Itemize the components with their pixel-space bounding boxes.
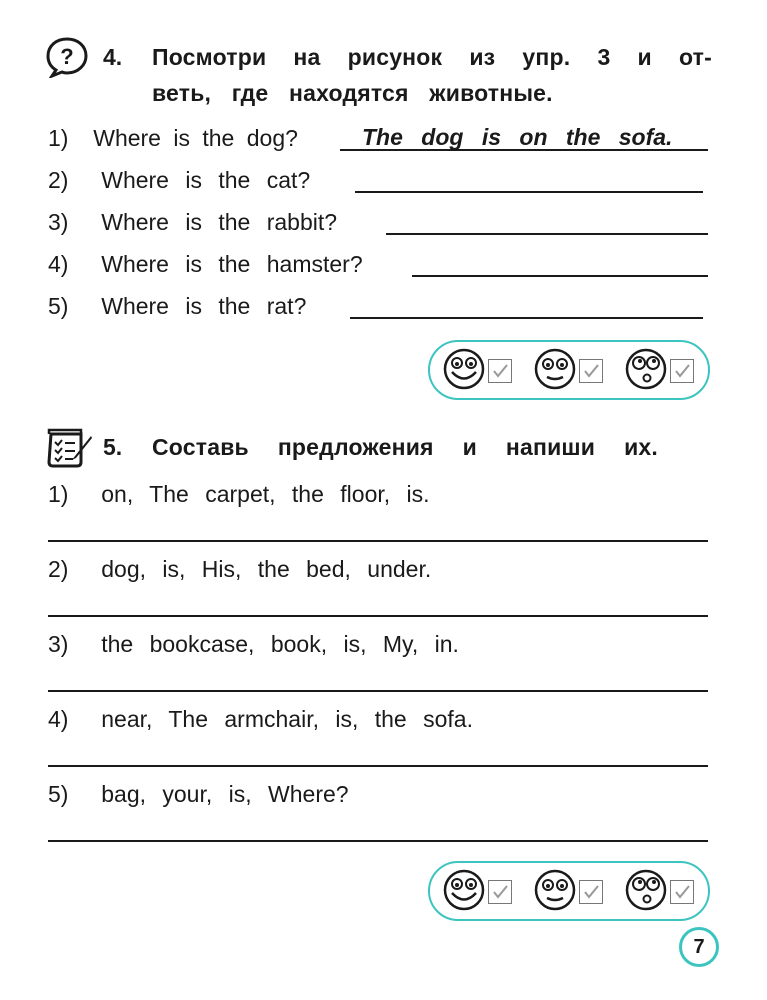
neutral-face-icon — [533, 347, 577, 391]
ex4-item-5-num: 5) — [48, 293, 69, 319]
ex4-answer-line-3[interactable] — [386, 233, 708, 235]
ex5-answer-line-4[interactable] — [48, 765, 708, 767]
neutral-face-icon — [533, 868, 577, 912]
checkbox-surprised[interactable] — [670, 359, 694, 383]
checkbox-happy[interactable] — [488, 880, 512, 904]
ex5-item-1-num: 1) — [48, 481, 69, 507]
ex4-item-5-text: Where is the rat? — [101, 293, 307, 319]
ex4-item-4-num: 4) — [48, 251, 69, 277]
exercise4-title-line2: веть, где находятся животные. — [152, 80, 553, 106]
self-assessment-panel-1 — [428, 340, 710, 400]
svg-text:?: ? — [60, 44, 74, 69]
ex4-item-4-text: Where is the hamster? — [101, 251, 363, 277]
check-mark-icon — [489, 881, 511, 903]
ex4-answer-line-1[interactable] — [340, 149, 708, 151]
ex5-answer-line-3[interactable] — [48, 690, 708, 692]
check-mark-icon — [580, 881, 602, 903]
ex5-item-4-text: near, The armchair, is, the sofa. — [101, 706, 473, 732]
self-assessment-panel-2 — [428, 861, 710, 921]
ex5-answer-line-2[interactable] — [48, 615, 708, 617]
ex4-item-3-num: 3) — [48, 209, 69, 235]
checkbox-surprised[interactable] — [670, 880, 694, 904]
surprised-face-icon — [624, 868, 668, 912]
ex5-item-5-text: bag, your, is, Where? — [101, 781, 349, 807]
ex5-item-3-num: 3) — [48, 631, 69, 657]
happy-face-icon — [442, 868, 486, 912]
ex4-answer-line-4[interactable] — [412, 275, 708, 277]
ex4-item-5 — [48, 293, 306, 320]
ex4-item-2 — [48, 167, 310, 194]
ex4-item-3 — [48, 209, 337, 236]
ex5-item-3-text: the bookcase, book, is, My, in. — [101, 631, 459, 657]
ex4-answer-line-5[interactable] — [350, 317, 703, 319]
ex4-item-1 — [48, 125, 298, 152]
notepad-pencil-icon — [45, 426, 95, 468]
ex5-item-4-num: 4) — [48, 706, 69, 732]
ex5-answer-line-5[interactable] — [48, 840, 708, 842]
check-mark-icon — [671, 360, 693, 382]
ex5-answer-line-1[interactable] — [48, 540, 708, 542]
check-mark-icon — [489, 360, 511, 382]
page-number: 7 — [679, 927, 719, 967]
ex5-item-3 — [48, 631, 459, 658]
exercise5-number: 5. — [103, 434, 123, 460]
checkbox-neutral[interactable] — [579, 359, 603, 383]
question-circle-icon — [45, 36, 89, 78]
checkbox-happy[interactable] — [488, 359, 512, 383]
ex4-item-2-text: Where is the cat? — [101, 167, 311, 193]
check-mark-icon — [580, 360, 602, 382]
ex5-item-2-text: dog, is, His, the bed, under. — [101, 556, 432, 582]
ex4-answer-line-2[interactable] — [355, 191, 703, 193]
exercise4-number: 4. — [103, 44, 123, 70]
ex4-item-1-num: 1) — [48, 125, 69, 151]
ex5-item-5-num: 5) — [48, 781, 69, 807]
exercise5-title: Составь предложения и напиши их. — [152, 434, 658, 460]
ex4-item-3-text: Where is the rabbit? — [101, 209, 338, 235]
ex4-item-4 — [48, 251, 363, 278]
happy-face-icon — [442, 347, 486, 391]
checkbox-neutral[interactable] — [579, 880, 603, 904]
ex5-item-1 — [48, 481, 430, 508]
surprised-face-icon — [624, 347, 668, 391]
ex4-item-1-answer[interactable]: The dog is on the sofa. — [362, 124, 673, 150]
ex4-item-2-num: 2) — [48, 167, 69, 193]
ex5-item-4 — [48, 706, 473, 733]
ex5-item-5 — [48, 781, 349, 808]
exercise4-title-line1: Посмотри на рисунок из упр. 3 и от- — [152, 44, 712, 70]
ex5-item-2 — [48, 556, 431, 583]
ex5-item-1-text: on, The carpet, the floor, is. — [101, 481, 430, 507]
ex4-item-1-text: Where is the dog? — [93, 125, 298, 151]
ex5-item-2-num: 2) — [48, 556, 69, 582]
check-mark-icon — [671, 881, 693, 903]
